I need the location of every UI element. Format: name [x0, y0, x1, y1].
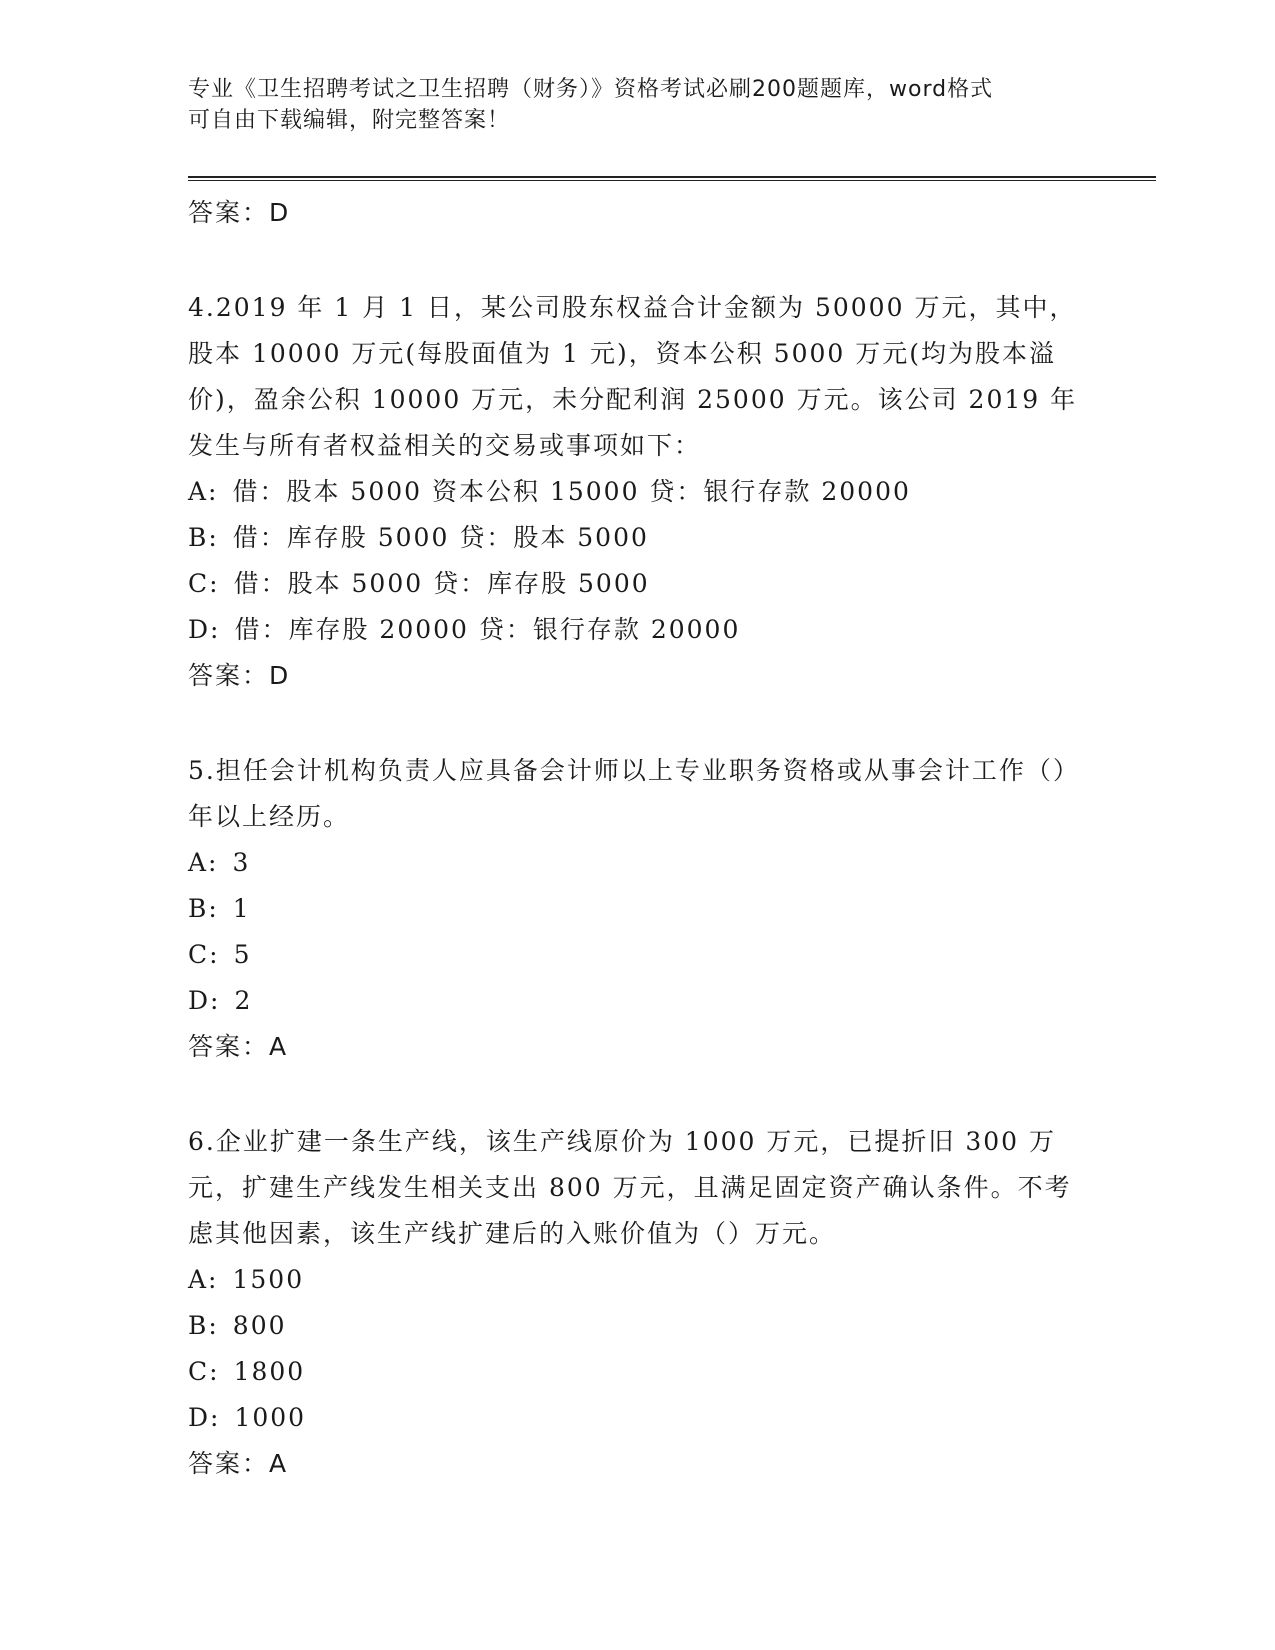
answer-line: 答案：D: [188, 661, 291, 690]
question-text: 4.2019 年 1 月 1 日，某公司股东权益合计金额为 50000 万元，其中，股本 10000 万元(每股面值为 1 元)，资本公积 5000 万元(均为股本溢价)，盈余公积 10000 万元，未分配利润 25000 万元。该公司 2019 年发生与所有者权益相关的交易或事项如下：: [188, 293, 1078, 460]
option-a: A: 3: [188, 848, 251, 877]
option-b: B: 1: [188, 894, 251, 923]
option-c: C: 借：股本 5000 贷：库存股 5000: [188, 569, 650, 598]
option-c: C: 1800: [188, 1357, 306, 1386]
answer-line: 答案：A: [188, 1032, 289, 1061]
option-b: B: 借：库存股 5000 贷：股本 5000: [188, 523, 649, 552]
option-a: A: 借：股本 5000 资本公积 15000 贷：银行存款 20000: [188, 477, 911, 506]
header-line-1: 专业《卫生招聘考试之卫生招聘（财务）》资格考试必刷200题题库，word格式: [188, 77, 994, 102]
header-divider: [188, 176, 1156, 181]
header-line-2: 可自由下载编辑，附完整答案！: [188, 108, 511, 133]
option-a: A: 1500: [188, 1265, 305, 1294]
option-d: D: 2: [188, 986, 253, 1015]
option-d: D: 1000: [188, 1403, 307, 1432]
question-4: [188, 285, 1088, 698]
option-c: C: 5: [188, 940, 252, 969]
question-text: 5.担任会计机构负责人应具备会计师以上专业职务资格或从事会计工作（）年以上经历。: [188, 756, 1080, 831]
question-6: [188, 1119, 1088, 1486]
document-body: [188, 190, 1088, 1486]
answer-line: 答案：A: [188, 1449, 289, 1478]
option-b: B: 800: [188, 1311, 287, 1340]
question-text: 6.企业扩建一条生产线，该生产线原价为 1000 万元，已提折旧 300 万元，扩建生产线发生相关支出 800 万元，且满足固定资产确认条件。不考虑其他因素，该生产线扩建后的入账价值为（）万元。: [188, 1127, 1072, 1248]
document-header: [188, 74, 1068, 136]
option-d: D: 借：库存股 20000 贷：银行存款 20000: [188, 615, 741, 644]
question-5: [188, 748, 1088, 1069]
answer-line: 答案：D: [188, 198, 291, 227]
